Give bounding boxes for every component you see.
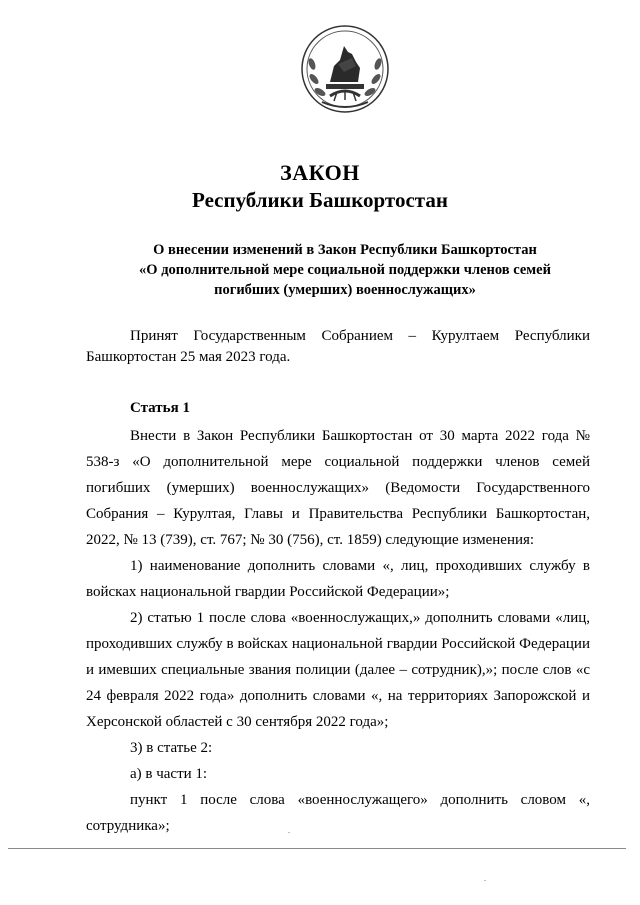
subject-line-1: О внесении изменений в Закон Республики Башкортостан [153,242,537,258]
scan-speck [288,832,290,833]
document-subtitle: Республики Башкортостан [192,188,448,212]
article-paragraph: а) в части 1: [130,766,208,782]
page-divider [8,848,626,849]
coat-of-arms-icon [300,24,390,114]
subject-line-3: погибших (умерших) военнослужащих» [214,282,476,298]
article-paragraph: Внести в Закон Республики Башкортостан от 30 марта 2022 года № 538-з «О дополнительной мере социальной поддержки членов семей погибших (умерших) военнослужащих» (Ведомости Государственного Собрания – Курултая, Главы и Правительства Республики Башкортостан, 2022, № 13 (739), ст. 767; № 30 (756), ст. 1859) следующие изменения: [86,428,590,548]
document-title: ЗАКОН [280,160,360,185]
article-paragraph: 1) наименование дополнить словами «, лиц, проходивших службу в войсках национальной гвардии Российской Федерации»; [86,558,590,600]
adoption-note: Принят Государственным Собранием – Курултаем Республики Башкортостан 25 мая 2023 года. [86,328,590,365]
subject-line-2: «О дополнительной мере социальной поддержки членов семей [139,262,551,278]
article-paragraph: 3) в статье 2: [130,740,213,756]
law-subject [100,240,590,300]
scan-speck [484,880,486,881]
article-paragraph: 2) статью 1 после слова «военнослужащих,» дополнить словами «лиц, проходивших службу в войсках национальной гвардии Российской Федерации и имевших специальные звания полиции (далее – сотрудник),»; после слов «с 24 февраля 2022 года» дополнить словами «, на территориях Запорожской и Херсонской областей с 30 сентября 2022 года»; [86,610,590,730]
article-body [86,423,590,839]
article-paragraph: пункт 1 после слова «военнослужащего» дополнить словом «, сотрудника»; [86,792,590,834]
article-heading: Статья 1 [130,400,190,416]
